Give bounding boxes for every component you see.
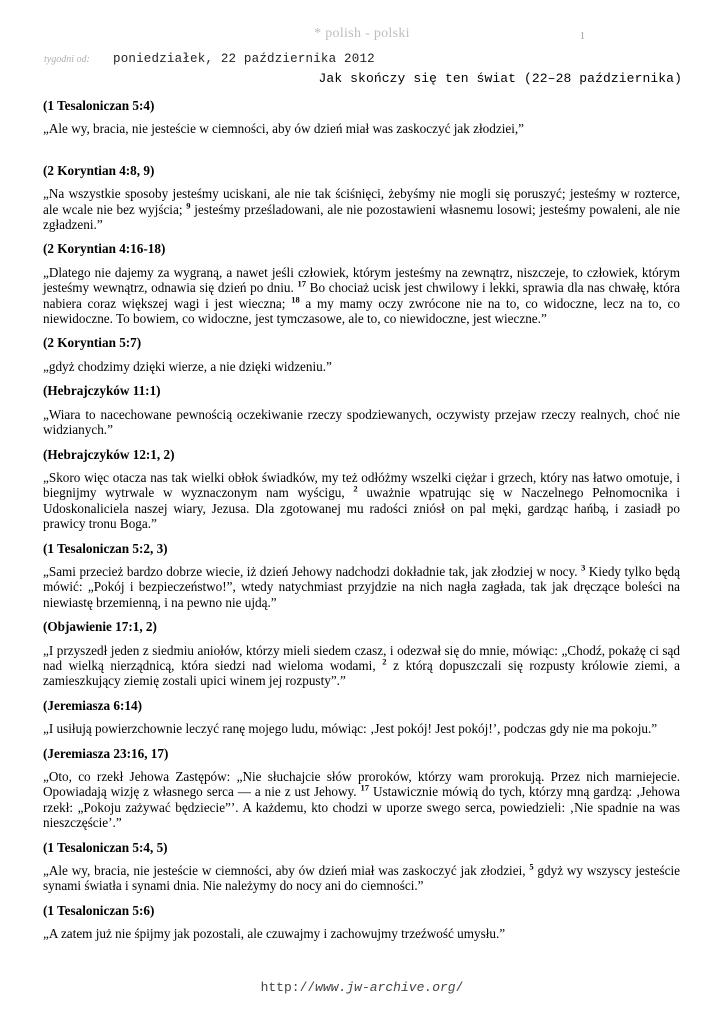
scripture-reference: (1 Tesaloniczan 5:6) xyxy=(43,902,155,918)
language-header: * polish - polski xyxy=(314,26,410,41)
scripture-text xyxy=(43,186,680,232)
verse-text: „Na wszystkie sposoby jesteśmy uciskani, ale nie tak ściśnięci, żebyśmy nie mogli się poruszyć; jesteśmy w rozterce, ale wcale nie bez wyjścia; xyxy=(43,186,680,217)
verse-text: „A zatem już nie śpijmy jak pozostali, ale czuwajmy i zachowujmy trzeźwość umysłu.” xyxy=(43,926,506,942)
verse-number: 5 xyxy=(529,861,534,872)
scripture-reference: (Jeremiasza 23:16, 17) xyxy=(43,745,169,761)
verse-text: „Wiara to nacechowane pewnością oczekiwanie rzeczy spodziewanych, oczywisty przejaw rzeczy realnych, choć nie widzianych.” xyxy=(43,406,680,438)
scripture-reference: (2 Koryntian 4:8, 9) xyxy=(43,162,155,178)
verse-text: Kiedy tylko będą mówić: „Pokój i bezpieczeństwo!”, wtedy natychmiast przyjdzie na nich nagła zagłada, tak jak dręczące boleści na niewiastę brzemienną, i na pewno nie ujdą.” xyxy=(43,563,681,610)
verse-number: 17 xyxy=(297,278,306,289)
footer-url-suffix: / xyxy=(455,980,464,995)
scripture-text xyxy=(43,769,680,831)
week-label: tygodni od: xyxy=(44,54,90,65)
scripture-reference: (Hebrajczyków 12:1, 2) xyxy=(43,446,175,462)
verse-text: „I usiłują powierzchownie leczyć ranę mojego ludu, mówiąc: ‚Jest pokój! Jest pokój!’, podczas gdy nie ma pokoju.” xyxy=(43,721,658,737)
scripture-list xyxy=(43,98,680,951)
verse-number: 9 xyxy=(186,200,191,211)
scripture-reference: (2 Koryntian 4:16-18) xyxy=(43,241,166,257)
verse-text: gdyż wy wszyscy jesteście synami światła i synami dnia. Nie należymy do nocy ani do ciemności.” xyxy=(43,863,681,894)
verse-text: Bo chociaż ucisk jest chwilowy i lekki, sprawia dla nas chwałę, która nabiera coraz większej wagi i jest wieczna; xyxy=(43,280,681,311)
verse-text: „Ale wy, bracia, nie jesteście w ciemności, aby ów dzień miał was zaskoczyć jak złodziei, xyxy=(43,863,530,879)
footer-url-site: www.jw-archive.org xyxy=(315,980,456,995)
verse-number: 18 xyxy=(291,294,300,305)
scripture-text xyxy=(43,470,680,532)
footer-url-prefix: http:// xyxy=(260,980,316,995)
verse-text: „gdyż chodzimy dzięki wierze, a nie dzięki widzeniu.” xyxy=(43,358,332,374)
scripture-reference: (Hebrajczyków 11:1) xyxy=(43,383,161,399)
verse-number: 2 xyxy=(353,483,358,494)
scripture-reference: (1 Tesaloniczan 5:4) xyxy=(43,98,155,113)
week-date: poniedziałek, 22 października 2012 xyxy=(113,52,375,66)
verse-text: „Dlatego nie dajemy za wygraną, a nawet jeśli człowiek, którym jesteśmy na zewnątrz, niszczeje, to człowiek, którym jesteśmy wewnątrz, odnawia się dzień po dniu. xyxy=(43,264,680,296)
week-theme: Jak skończy się ten świat (22–28 października) xyxy=(318,71,682,86)
scripture-text xyxy=(43,564,680,610)
scripture-reference: (Objawienie 17:1, 2) xyxy=(43,619,157,635)
scripture-text xyxy=(43,265,680,327)
verse-number: 2 xyxy=(382,656,387,667)
verse-text: „Skoro więc otacza nas tak wielki obłok świadków, my też odłóżmy wszelki ciężar i grzech, który nas łatwo omotuje, i biegnijmy wytrwale w wyznaczonym nam wyścigu, xyxy=(43,469,680,501)
verse-text: „Oto, co rzekł Jehowa Zastępów: „Nie słuchajcie słów proroków, którzy wam prorokują. Przez nich marniejecie. Opowiadają wizję z własnego serca — a nie z ust Jehowy. xyxy=(43,769,680,800)
verse-number: 3 xyxy=(581,562,586,573)
verse-text: a my mamy oczy zwrócone nie na to, co widoczne, lecz na to, co niewidoczne. To bowiem, co widoczne, jest tymczasowe, ale to, co niewidoczne, jest wieczne.” xyxy=(43,295,680,327)
scripture-text xyxy=(43,359,680,374)
scripture-text xyxy=(43,863,680,894)
scripture-text xyxy=(43,121,680,136)
footer-url[interactable] xyxy=(0,980,724,995)
verse-text: z którą dopuszczali się rozpusty królowie ziemi, a zamieszkujący ziemię zostali upici winem jej rozpusty”.” xyxy=(43,657,680,689)
scripture-text xyxy=(43,721,680,736)
verse-text: Ustawicznie mówią do tych, którzy mną gardzą: ‚Jehowa rzekł: „Pokoju zażywać będziecie”’. A każdemu, kto chodzi w uporze swego serca, powiedzieli: ‚Nie spadnie na was nieszczęście’.” xyxy=(43,784,680,831)
verse-number: 17 xyxy=(360,783,370,794)
verse-text: jesteśmy prześladowani, ale nie pozostawieni własnemu losowi; jesteśmy powaleni, ale nie zgładzeni.” xyxy=(43,201,680,233)
verse-text: „Sami przecież bardzo dobrze wiecie, iż dzień Jehowy nadchodzi dokładnie tak, jak złodziej w nocy. xyxy=(43,563,582,579)
scripture-text xyxy=(43,926,680,941)
scripture-reference: (Jeremiasza 6:14) xyxy=(43,697,142,713)
page-number: 1 xyxy=(580,31,585,42)
scripture-reference: (1 Tesaloniczan 5:2, 3) xyxy=(43,540,168,556)
verse-text: „I przyszedł jeden z siedmiu aniołów, którzy mieli siedem czasz, i odezwał się do mnie, mówiąc: „Chodź, pokażę ci sąd nad wielką nierządnicą, która siedzi nad wieloma wodami, xyxy=(43,642,680,673)
scripture-text xyxy=(43,643,680,689)
verse-text: „Ale wy, bracia, nie jesteście w ciemności, aby ów dzień miał was zaskoczyć jak złodziei,” xyxy=(43,121,525,137)
verse-text: uważnie wpatrując się w Naczelnego Pełnomocnika i Udoskonaliciela naszej wiary, Jezusa. Dla zgotowanej mu radości zniósł on pal męki, gardząc hańbą, i zasiadł po prawicy tronu Boga.” xyxy=(43,485,681,532)
scripture-reference: (2 Koryntian 5:7) xyxy=(43,335,142,351)
scripture-text xyxy=(43,407,680,438)
scripture-reference: (1 Tesaloniczan 5:4, 5) xyxy=(43,839,168,855)
